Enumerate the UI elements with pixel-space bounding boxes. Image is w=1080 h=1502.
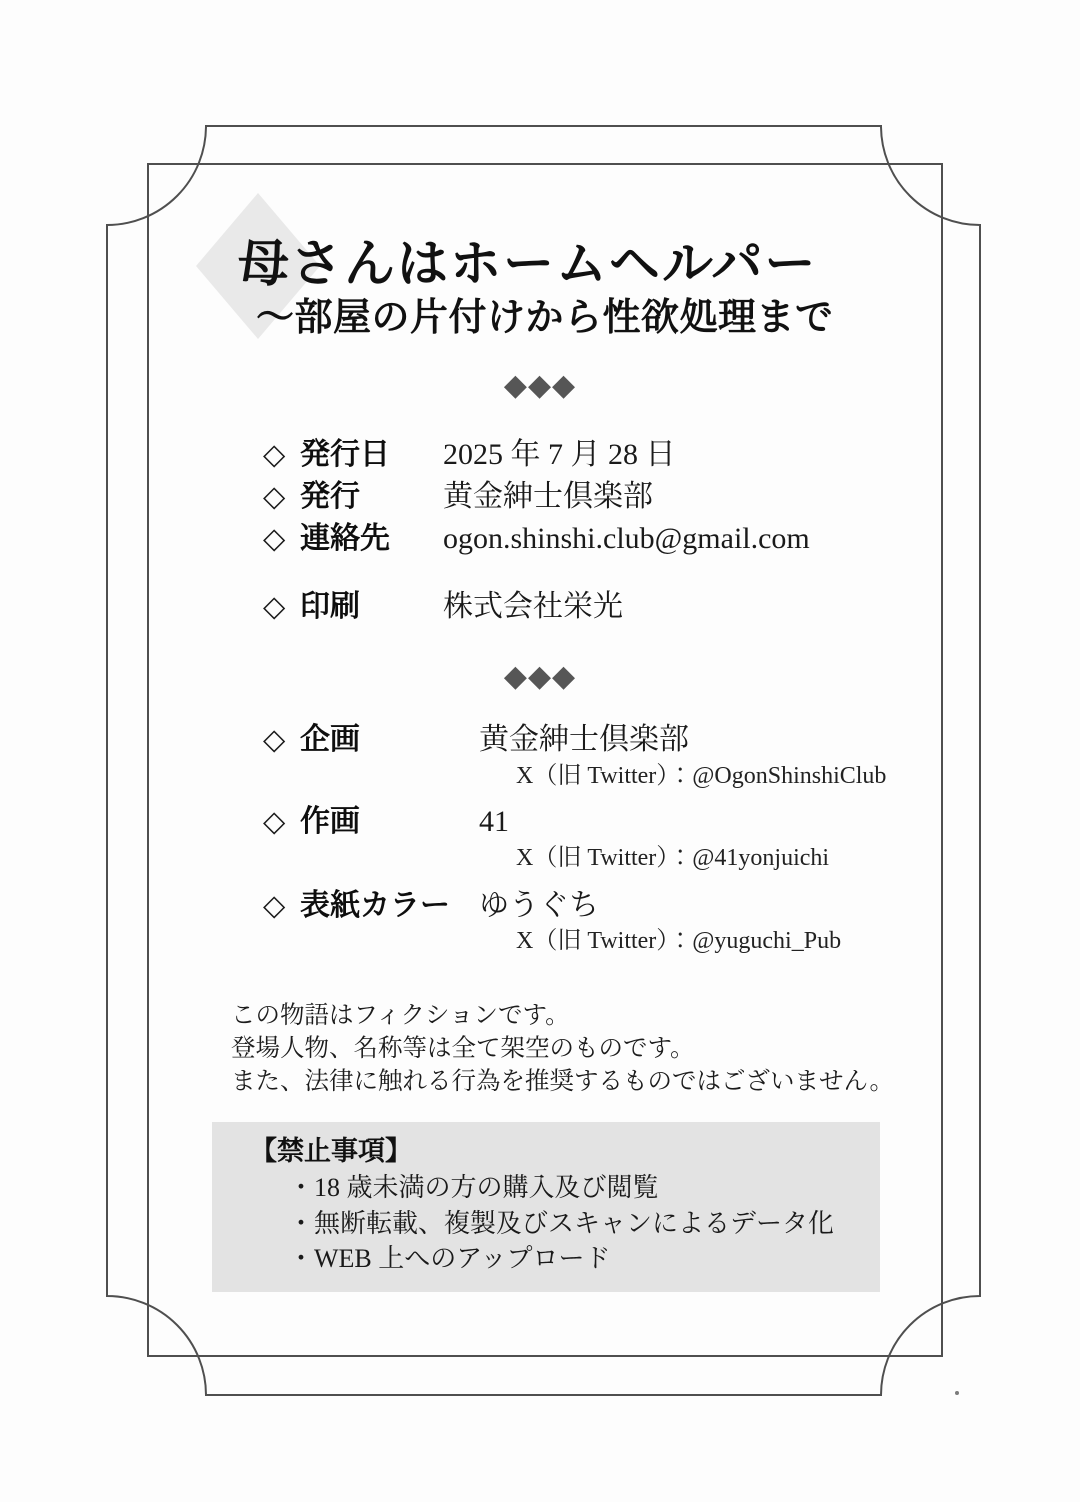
prohibited-heading: 【禁止事項】 (250, 1136, 412, 1166)
publication-label: 印刷 (300, 590, 360, 623)
publication-label: 発行日 (300, 438, 390, 471)
credit-value: ゆうぐち (479, 889, 599, 922)
book-title: 母さんはホームヘルパー (238, 237, 818, 293)
publication-label: 連絡先 (300, 522, 390, 555)
publication-value: 2025 年 7 月 28 日 (443, 438, 676, 471)
diamond-divider-icon: ◆◆◆ (503, 660, 577, 693)
credit-value: 黄金紳士倶楽部 (479, 723, 689, 756)
disclaimer-line: この物語はフィクションです。 (231, 1002, 570, 1029)
publication-value: 株式会社栄光 (443, 590, 623, 623)
prohibited-item: ・無断転載、複製及びスキャンによるデータ化 (288, 1208, 835, 1238)
diamond-bullet-icon: ◇ (263, 439, 286, 471)
publication-value: 黄金紳士倶楽部 (443, 480, 653, 513)
prohibited-items-list (288, 1170, 834, 1277)
diamond-bullet-icon: ◇ (263, 481, 286, 513)
credit-label: 企画 (300, 723, 360, 756)
disclaimer-line: また、法律に触れる行為を推奨するものではございません。 (231, 1068, 894, 1095)
disclaimer-line: 登場人物、名称等は全て架空のものです。 (231, 1035, 695, 1062)
publication-email: ogon.shinshi.club@gmail.com (443, 522, 810, 555)
prohibited-item: ・18 歳未満の方の購入及び閲覧 (288, 1173, 659, 1202)
credit-x-handle: X（旧 Twitter）：@yuguchi_Pub (516, 928, 842, 954)
fiction-disclaimer (231, 999, 894, 1098)
diamond-divider-icon: ◆◆◆ (503, 369, 577, 402)
diamond-bullet-icon: ◇ (263, 724, 286, 756)
diamond-bullet-icon: ◇ (263, 890, 286, 922)
ink-speck (955, 1391, 959, 1395)
credit-value: 41 (479, 805, 509, 838)
diamond-bullet-icon: ◇ (263, 806, 286, 838)
publication-row-date (263, 435, 676, 475)
publication-row-publisher (263, 477, 653, 517)
book-subtitle: ～部屋の片付けから性欲処理まで (256, 297, 834, 339)
publication-label: 発行 (300, 480, 360, 513)
credit-row-artist (263, 802, 509, 842)
diamond-bullet-icon: ◇ (263, 523, 286, 555)
credit-label: 作画 (300, 805, 360, 838)
prohibited-box (212, 1122, 880, 1292)
credit-x-handle: X（旧 Twitter）：@OgonShinshiClub (516, 763, 887, 789)
publication-row-printer (263, 587, 623, 627)
credit-row-planning (263, 720, 689, 760)
diamond-bullet-icon: ◇ (263, 591, 286, 623)
credit-row-cover-color (263, 886, 599, 926)
publication-row-contact (263, 519, 810, 559)
credit-label: 表紙カラー (300, 889, 450, 922)
credit-x-handle: X（旧 Twitter）：@41yonjuichi (516, 845, 830, 871)
prohibited-item: ・WEB 上へのアップロード (288, 1244, 611, 1273)
